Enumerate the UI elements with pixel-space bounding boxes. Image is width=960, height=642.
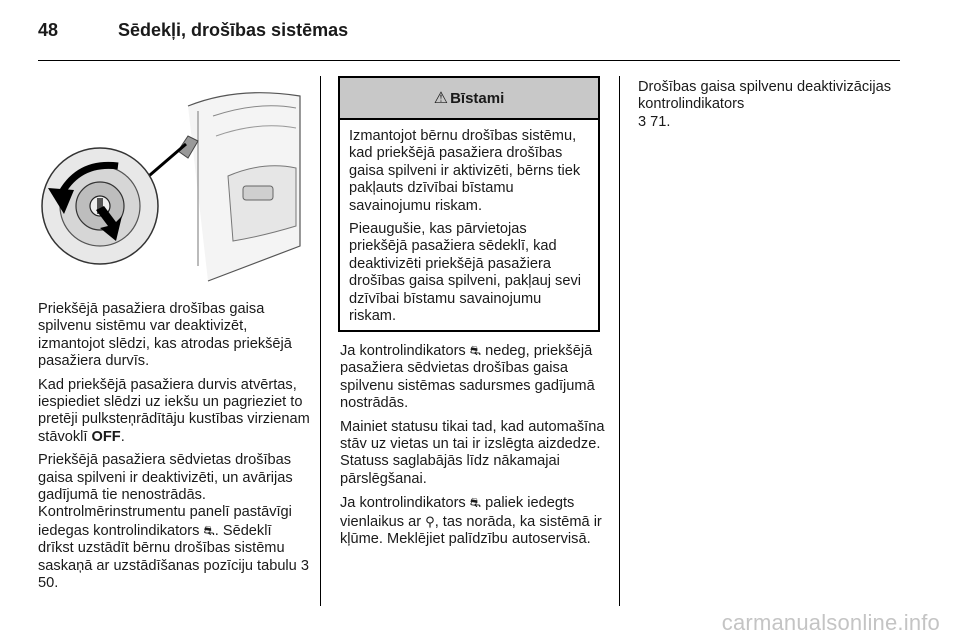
paragraph: Ja kontrolindikators ⛐ nedeg, priekšējā pasažiera sēdvietas drošības gaisa spilvenu sistēmas sadursmes gadījumā nostrādās.: [340, 343, 595, 412]
paragraph: Ja kontrolindikators ⛐ paliek iedegts vienlaikus ar ⚲, tas norāda, ka sistēmā ir kļūme. Meklējiet palīdzību autoservisā.: [340, 495, 602, 548]
danger-warning-box: [338, 76, 600, 332]
airbag-off-indicator-icon: ⛐: [469, 343, 482, 358]
paragraph: Izmantojot bērnu drošības sistēmu, kad priekšējā pasažiera drošības gaisa spilveni ir aktivizēti, bērns tiek pakļauts dzīvībai bīstamu savainojumu riskam.: [349, 128, 581, 214]
watermark: carmanualsonline.info: [721, 610, 940, 635]
warning-triangle-icon: ⚠: [433, 90, 449, 107]
paragraph: Mainiet statusu tikai tad, kad automašīna stāv uz vietas un tai ir izslēgta aizdedze. Statuss saglabājās līdz nākamajai pārslēgšanai.: [340, 418, 605, 487]
airbag-off-indicator-icon: ⛐: [469, 495, 482, 511]
column-3-text: [638, 79, 900, 137]
page-title: Sēdekļi, drošības sistēmas: [118, 20, 349, 40]
paragraph: Priekšējā pasažiera sēdvietas drošības gaisa spilveni ir deaktivizēti, un avārijas gadījumā tie nenostrādās. Kontrolmērinstrumentu panelī pastāvīgi iedegas kontrolindikators ⛐. Sēdeklī drīkst uzstādīt bērnu drošības sistēmu saskaņā ar uzstādīšanas pozīciju tabulu 3 50.: [38, 452, 309, 592]
off-label: OFF: [91, 428, 121, 445]
airbag-indicator-icon: ⚲: [425, 513, 435, 529]
page-reference: 3 71.: [638, 113, 671, 130]
page-number: 48: [38, 20, 59, 40]
header-rule: [38, 60, 900, 61]
airbag-off-indicator-icon: ⛐: [203, 522, 215, 538]
warning-title: Bīstami: [450, 89, 505, 107]
warning-header: [340, 78, 598, 120]
column-divider: [320, 76, 321, 606]
paragraph: Kad priekšējā pasažiera durvis atvērtas, iespiediet slēdzi uz iekšu un pagrieziet to pretēji pulksteņrādītāju kustības virzienam stāvoklī OFF.: [38, 376, 310, 445]
paragraph: Priekšējā pasažiera drošības gaisa spilvenu sistēmu var deaktivizēt, izmantojot slēdzi, kas atrodas priekšējā pasažiera durvīs.: [38, 301, 292, 370]
paragraph: Pieaugušie, kas pārvietojas priekšējā pasažiera sēdeklī, kad deaktivizēti priekšējā pasažiera drošības gaisa spilveni, pakļauj sevi dzīvībai bīstamu savainojumu riskam.: [349, 221, 582, 325]
paragraph: Drošības gaisa spilvenu deaktivizācijas kontrolindikators 3 71.: [638, 79, 892, 130]
column-divider: [619, 76, 620, 606]
airbag-switch-illustration: [38, 76, 304, 286]
column-2-text: [340, 342, 606, 554]
column-1-text: [38, 301, 310, 599]
warning-body: [340, 120, 598, 325]
page-reference: 3 50.: [38, 557, 309, 592]
